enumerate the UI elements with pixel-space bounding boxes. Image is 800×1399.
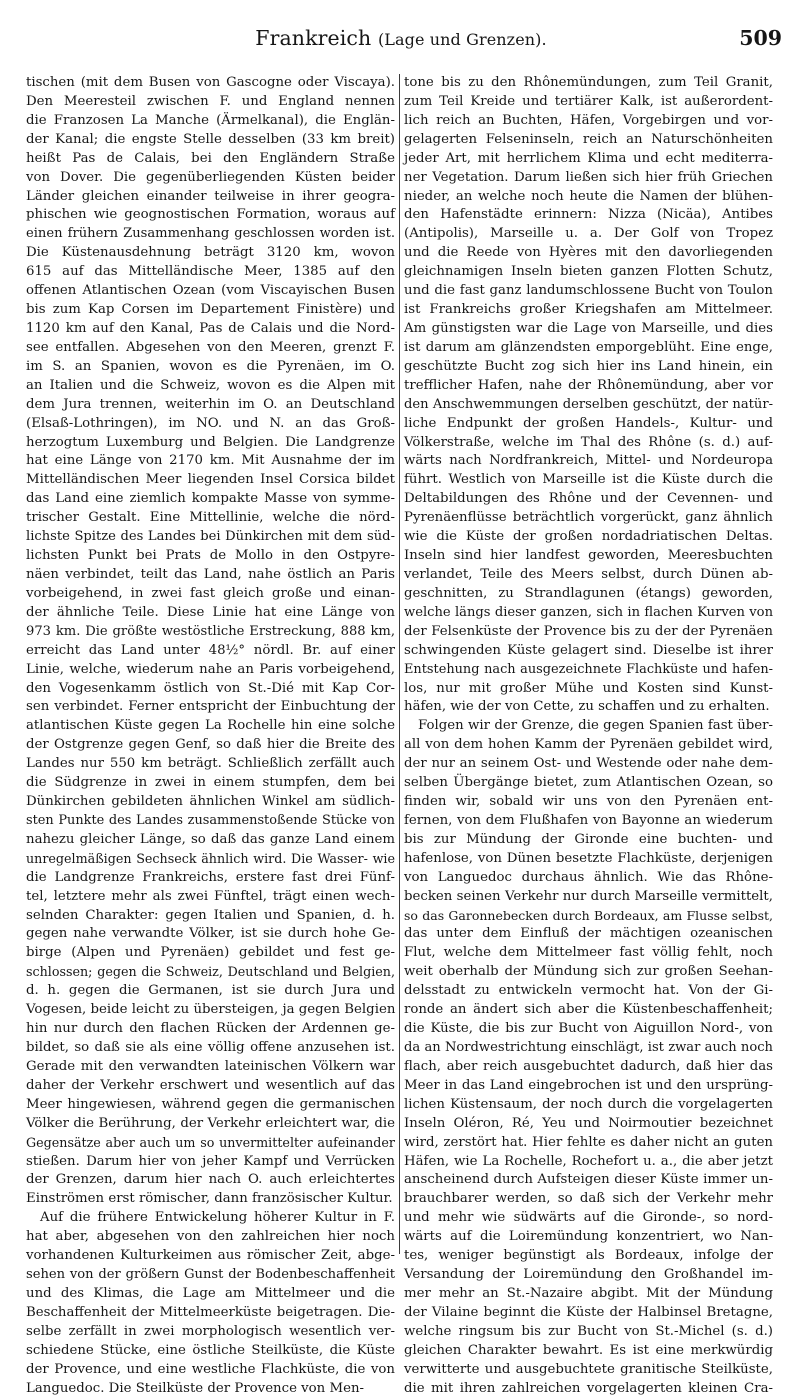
text-line: den Hafenstädte erinnern: Nizza (Nicäa), Antibes [404, 207, 773, 223]
text-line: hat eine Länge von 2170 km. Mit Ausnahme der im [26, 453, 395, 469]
text-line: flach, aber reich ausgebuchtet dadurch, daß hier das [404, 1058, 773, 1074]
text-line: wärts auf die Loiremündung konzentriert, wo Nan- [404, 1229, 773, 1245]
text-line: ner Vegetation. Darum ließen sich hier früh Griechen [404, 169, 773, 185]
text-line: bis zum Kap Corsen im Departement Finistère) und [26, 302, 395, 318]
text-line: mer mehr an St.-Nazaire abgibt. Mit der Mündung [404, 1286, 773, 1301]
text-line: Dünkirchen gebildeten ähnlichen Winkel am südlich- [26, 794, 395, 810]
text-line: Auf die frühere Entwickelung höherer Kultur in F. [40, 1210, 395, 1226]
page-number: 509 [739, 26, 782, 50]
text-line: die mit ihren zahlreichen vorgelagerten kleinen Cra- [404, 1380, 773, 1396]
text-line: Gegensätze aber auch um so unvermittelter aufeinander [26, 1134, 395, 1150]
text-line: wie die Küste der großen nordadriatischen Deltas. [404, 529, 773, 545]
text-line: nieder, an welche noch heute die Namen der blühen- [404, 188, 773, 204]
text-line: liche Endpunkt der großen Handels-, Kultur- und [404, 415, 773, 431]
text-line: d. h. gegen die Germanen, ist sie durch Jura und [26, 983, 395, 999]
text-line: Languedoc. Die Steilküste der Provence von Men- [26, 1380, 365, 1396]
text-line: das unter dem Einfluß der mächtigen ozeanischen [404, 926, 773, 942]
text-line: hafenlose, von Dünen besetzte Flachküste, derjenigen [404, 850, 773, 866]
text-line: sten Punkte des Landes zusammenstoßende Stücke von [26, 812, 395, 828]
text-line: Am günstigsten war die Lage von Marseille, und dies [404, 320, 773, 336]
text-line: sehen von der größern Gunst der Bodenbeschaffenheit [26, 1267, 395, 1283]
text-line: die Küste, die bis zur Bucht von Aiguillon Nord-, von [404, 1021, 773, 1037]
text-line: Gerade mit den verwandten lateinischen Völkern war [26, 1058, 395, 1074]
text-line: und des Klimas, die Lage am Mittelmeer und die [26, 1286, 395, 1301]
text-line: Meer in das Land eingebrochen ist und den ursprüng- [404, 1077, 773, 1093]
text-line: Inseln Oléron, Ré, Yeu und Noirmoutier bezeichnet [404, 1115, 773, 1131]
text-line: tel, letztere mehr als zwei Fünftel, trägt einen wech- [26, 888, 395, 904]
text-line: offenen Atlantischen Ozean (vom Viscayischen Busen [26, 283, 395, 299]
text-line: wird, zerstört hat. Hier fehlte es daher nicht an guten [404, 1134, 773, 1150]
text-line: Vogesen, beide leicht zu übersteigen, ja gegen Belgien [26, 1002, 396, 1018]
text-line: der nur an seinem Ost- und Westende oder nahe dem- [404, 756, 773, 772]
running-head [20, 26, 782, 50]
text-line: der Felsenküste der Provence bis zu der der Pyrenäen [404, 623, 773, 639]
text-line: im S. an Spanien, wovon es die Pyrenäen, im O. [26, 358, 395, 374]
text-line: 973 km. Die größte westöstliche Erstreckung, 888 km, [26, 623, 395, 639]
text-line: schwingenden Küste gelagert sind. Dieselbe ist ihrer [404, 642, 773, 658]
text-line: atlantischen Küste gegen La Rochelle hin eine solche [26, 718, 395, 734]
text-line: ist darum am glänzendsten emporgeblüht. Eine enge, [404, 339, 773, 355]
text-line: bis zur Mündung der Gironde eine buchten- und [404, 831, 773, 847]
text-column-right [404, 74, 773, 1399]
text-line: ist Frankreichs großer Kriegshafen am Mittelmeer. [404, 302, 773, 318]
text-line: der ähnliche Teile. Diese Linie hat eine Länge von [26, 604, 395, 620]
text-line: und mehr wie südwärts auf die Gironde-, so nord- [404, 1210, 773, 1226]
text-line: häfen, wie der von Cette, zu schaffen und zu erhalten. [404, 699, 770, 715]
text-line: welche ringsum bis zur Bucht von St.-Michel (s. d.) [404, 1323, 773, 1339]
text-line: daher der Verkehr erschwert und wesentlich auf das [26, 1077, 395, 1093]
text-line: vorhandenen Kulturkeimen aus römischer Zeit, abge- [26, 1248, 395, 1264]
text-line: heißt Pas de Calais, bei den Engländern Straße [26, 150, 395, 166]
page-header [20, 26, 782, 56]
text-line: trefflicher Hafen, nahe der Rhônemündung, aber vor [404, 377, 773, 393]
text-line: delsstadt zu entwickeln vermocht hat. Von der Gi- [404, 983, 773, 999]
text-line: lichsten Punkt bei Prats de Mollo in den Ostpyre- [26, 548, 395, 564]
text-line: von Languedoc durchaus ähnlich. Wie das Rhône- [404, 869, 773, 885]
text-line: und die Reede von Hyères mit den davorliegenden [404, 245, 773, 261]
text-line: das Land eine ziemlich kompakte Masse von symme- [26, 491, 395, 507]
text-line: gleichnamigen Inseln bieten ganzen Flotten Schutz, [404, 264, 773, 280]
text-line: (Antipolis), Marseille u. a. Der Golf von Tropez [404, 226, 773, 242]
text-line: 615 auf das Mittelländische Meer, 1385 auf den [26, 264, 395, 280]
text-line: der Provence, und eine westliche Flachküste, die von [26, 1361, 395, 1377]
text-line: brauchbarer werden, so daß sich der Verkehr mehr [404, 1191, 773, 1207]
text-line: den Vogesenkamm östlich von St.-Dié mit Kap Cor- [26, 680, 395, 696]
text-line: see entfallen. Abgesehen von den Meeren, grenzt F. [26, 339, 395, 355]
text-line: selnden Charakter: gegen Italien und Spanien, d. h. [26, 907, 395, 923]
text-line: führt. Westlich von Marseille ist die Küste durch die [404, 472, 773, 488]
text-line: all von dem hohen Kamm der Pyrenäen gebildet wird, [404, 737, 773, 753]
text-line: der Kanal; die engste Stelle desselben (33 km breit) [26, 131, 395, 147]
text-line: los, nur mit großer Mühe und Kosten sind Kunst- [404, 680, 773, 696]
text-line: schlossen; gegen die Schweiz, Deutschland und Belgien, [26, 964, 395, 980]
text-line: gegen nahe verwandte Völker, ist sie durch hohe Ge- [26, 926, 395, 942]
text-line: der Grenzen, darum hier nach O. auch erleichtertes [26, 1172, 395, 1188]
text-line: ronde an ändert sich aber die Küstenbeschaffenheit; [404, 1002, 773, 1018]
text-line: selbe zerfällt in zwei morphologisch wesentlich ver- [26, 1323, 395, 1339]
text-line: vorbeigehend, in zwei fast gleich große und einan- [26, 585, 395, 601]
column-divider [399, 74, 400, 1254]
text-line: dem Jura trennen, weiterhin im O. an Deutschland [26, 396, 395, 412]
text-line: Länder gleichen einander teilweise in ihrer geogra- [26, 188, 395, 204]
text-line: Völker die Berührung, der Verkehr erleichtert war, die [26, 1115, 395, 1131]
text-line: trischer Gestalt. Eine Mittellinie, welche die nörd- [26, 510, 395, 526]
text-line: und die fast ganz landumschlossene Bucht von Toulon [404, 283, 773, 299]
text-line: Meer hingewiesen, während gegen die germanischen [26, 1096, 395, 1112]
text-line: becken seinen Verkehr nur durch Marseille vermittelt, [404, 888, 773, 904]
text-line: Völkerstraße, welche im Thal des Rhône (s. d.) auf- [404, 434, 773, 450]
text-line: welche längs dieser ganzen, sich in flachen Kurven von [404, 604, 773, 620]
text-line: Flut, welche dem Mittelmeer fast völlig fehlt, noch [404, 945, 773, 961]
text-line: Deltabildungen des Rhône und der Cevennen- und [404, 491, 773, 507]
text-line: so das Garonnebecken durch Bordeaux, am Flusse selbst, [404, 907, 773, 923]
text-line: einen frühern Zusammenhang geschlossen worden ist. [26, 226, 395, 242]
running-head-subtitle: (Lage und Grenzen). [377, 30, 547, 49]
text-line: fernen, von dem Flußhafen von Bayonne an wiederum [404, 812, 773, 828]
text-line: stießen. Darum hier von jeher Kampf und Verrücken [26, 1153, 395, 1169]
text-line: birge (Alpen und Pyrenäen) gebildet und fest ge- [26, 945, 395, 961]
text-line: erreicht das Land unter 48½° nördl. Br. auf einer [26, 642, 395, 658]
text-line: jeder Art, mit herrlichem Klima und echt mediterra- [404, 150, 773, 166]
text-line: 1120 km auf den Kanal, Pas de Calais und die Nord- [26, 320, 395, 336]
text-line: Linie, welche, wiederum nahe an Paris vorbeigehend, [26, 661, 395, 677]
text-line: da an Nordwestrichtung einschlägt, ist zwar auch noch [404, 1040, 773, 1056]
text-line: Häfen, wie La Rochelle, Rochefort u. a., die aber jetzt [404, 1153, 773, 1169]
text-line: Beschaffenheit der Mittelmeerküste beigetragen. Die- [26, 1304, 395, 1320]
text-line: Folgen wir der Grenze, die gegen Spanien fast über- [418, 718, 773, 734]
text-line: lich reich an Buchten, Häfen, Vorgebirgen und vor- [404, 112, 773, 128]
text-line: unregelmäßigen Sechseck ähnlich wird. Die Wasser- wie [26, 850, 395, 866]
text-line: Versandung der Loiremündung den Großhandel im- [404, 1267, 773, 1283]
text-line: herzogtum Luxemburg und Belgien. Die Landgrenze [26, 434, 395, 450]
text-line: geschützte Bucht zog sich hier ins Land hinein, ein [404, 358, 773, 374]
text-line: Die Küstenausdehnung beträgt 3120 km, wovon [26, 245, 395, 261]
text-line: hat aber, abgesehen von den zahlreichen hier noch [26, 1229, 395, 1245]
text-line: sen verbindet. Ferner entspricht der Einbuchtung der [26, 699, 395, 715]
text-line: Den Meeresteil zwischen F. und England nennen [26, 93, 395, 109]
text-line: Pyrenäenflüsse beträchtlich vorgerückt, ganz ähnlich [404, 510, 773, 526]
text-line: verwitterte und ausgebuchtete granitische Steilküste, [404, 1361, 773, 1377]
text-line: die Franzosen La Manche (Ärmelkanal), die Englän- [26, 112, 395, 128]
text-line: der Vilaine beginnt die Küste der Halbinsel Bretagne, [404, 1304, 773, 1320]
text-line: tischen (mit dem Busen von Gascogne oder Viscaya). [26, 75, 395, 90]
text-column-left [26, 74, 395, 1399]
text-line: nahezu gleicher Länge, so daß das ganze Land einem [26, 831, 395, 847]
text-line: tone bis zu den Rhônemündungen, zum Teil Granit, [404, 75, 773, 90]
text-line: finden wir, sobald wir uns von den Pyrenäen ent- [404, 794, 773, 810]
text-line: weit oberhalb der Mündung sich zur großen Seehan- [404, 964, 773, 980]
text-line: an Italien und die Schweiz, wovon es die Alpen mit [26, 377, 395, 393]
text-line: selben Übergänge bietet, zum Atlantischen Ozean, so [404, 775, 773, 791]
text-line: verlandet, Teile des Meers selbst, durch Dünen ab- [404, 566, 773, 582]
text-line: die Südgrenze in zwei in einem stumpfen, dem bei [26, 775, 395, 791]
text-line: näen verbindet, teilt das Land, nahe östlich an Paris [26, 566, 395, 582]
text-line: lichste Spitze des Landes bei Dünkirchen mit dem süd- [26, 529, 395, 545]
text-line: hin nur durch den flachen Rücken der Ardennen ge- [26, 1021, 395, 1037]
text-line: gleichen Charakter bewahrt. Es ist eine merkwürdig [404, 1342, 773, 1358]
text-line: gelagerten Felseninseln, reich an Naturschönheiten [404, 131, 773, 147]
text-line: tes, weniger begünstigt als Bordeaux, infolge der [404, 1248, 773, 1264]
text-line: der Ostgrenze gegen Genf, so daß hier die Breite des [26, 737, 395, 753]
text-line: Inseln sind hier landfest geworden, Meeresbuchten [404, 548, 773, 564]
text-line: von Dover. Die gegenüberliegenden Küsten beider [26, 169, 395, 185]
text-line: Einströmen erst römischer, dann französischer Kultur. [26, 1191, 393, 1207]
text-line: Mittelländischen Meer liegenden Insel Corsica bildet [26, 472, 395, 488]
text-line: Landes nur 550 km beträgt. Schließlich zerfällt auch [26, 756, 395, 772]
text-line: die Landgrenze Frankreichs, erstere fast drei Fünf- [26, 869, 395, 885]
text-line: Entstehung nach ausgezeichnete Flachküste und hafen- [404, 661, 773, 677]
text-line: wärts nach Nordfrankreich, Mittel- und Nordeuropa [404, 453, 773, 469]
text-line: lichen Küstensaum, der noch durch die vorgelagerten [404, 1096, 773, 1112]
text-line: (Elsaß-Lothringen), im NO. und N. an das Groß- [26, 415, 395, 431]
text-line: bildet, so daß sie als eine völlig offene anzusehen ist. [26, 1040, 395, 1056]
running-head-title: Frankreich [255, 26, 372, 50]
text-line: geschnitten, zu Strandlagunen (étangs) geworden, [404, 585, 773, 601]
text-line: den Anschwemmungen derselben geschützt, der natür- [404, 396, 773, 412]
text-line: phischen wie geognostischen Formation, woraus auf [26, 207, 395, 223]
text-line: anscheinend durch Aufsteigen dieser Küste immer un- [404, 1172, 773, 1188]
text-line: schiedene Stücke, eine östliche Steilküste, die Küste [26, 1342, 395, 1358]
text-line: zum Teil Kreide und tertiärer Kalk, ist außerordent- [404, 93, 773, 109]
